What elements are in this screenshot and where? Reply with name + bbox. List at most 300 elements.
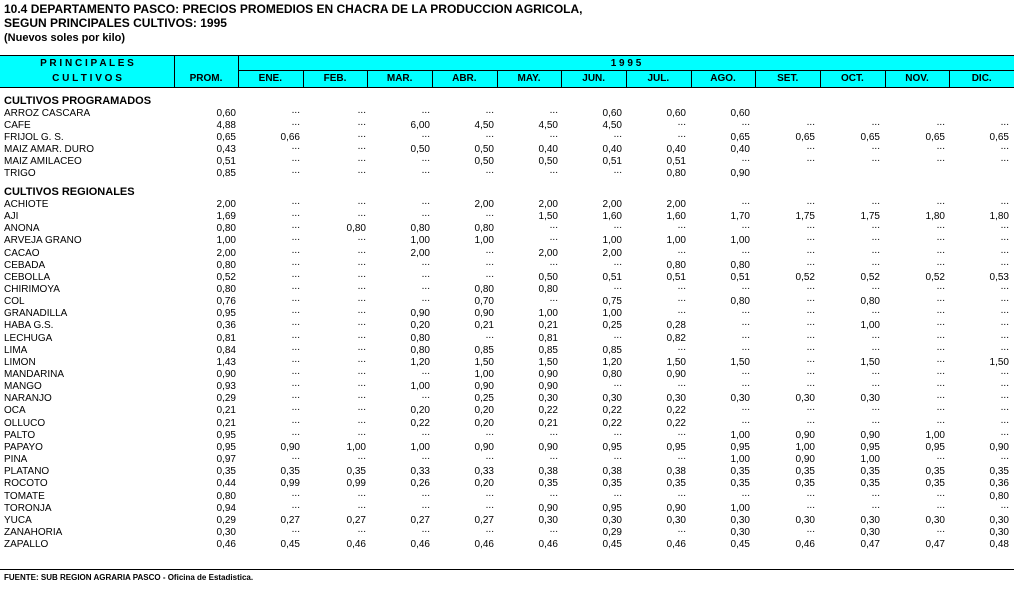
month-value: ... bbox=[741, 414, 750, 426]
source-note: FUENTE: SUB REGION AGRARIA PASCO - Oficina de Estadistica. bbox=[4, 573, 254, 582]
month-value: 0,20 bbox=[410, 320, 430, 332]
prom-value: 0,95 bbox=[216, 441, 236, 453]
month-value: 0,52 bbox=[925, 271, 945, 283]
month-value: ... bbox=[549, 220, 558, 232]
month-value: ... bbox=[357, 426, 366, 438]
prom-value: 0,81 bbox=[216, 332, 236, 344]
month-value: ... bbox=[677, 244, 686, 256]
header-year: 1 9 9 5 bbox=[610, 58, 642, 69]
month-value: ... bbox=[936, 341, 945, 353]
month-value: ... bbox=[806, 140, 815, 152]
header-month: MAR. bbox=[386, 73, 413, 84]
month-value: ... bbox=[871, 140, 880, 152]
month-value: ... bbox=[936, 153, 945, 165]
month-value: 0,65 bbox=[925, 131, 945, 143]
prom-value: 0,94 bbox=[216, 502, 236, 514]
month-value: 0,30 bbox=[666, 514, 686, 526]
header-divider bbox=[561, 70, 562, 87]
month-value: 0,38 bbox=[602, 466, 622, 478]
month-value: ... bbox=[871, 499, 880, 511]
month-value: 0,70 bbox=[474, 296, 494, 308]
month-value: 1,00 bbox=[925, 429, 945, 441]
month-value: 0,85 bbox=[602, 344, 622, 356]
month-value: ... bbox=[677, 341, 686, 353]
prom-value: 2,00 bbox=[216, 198, 236, 210]
month-value: 0,51 bbox=[666, 156, 686, 168]
header-divider bbox=[949, 70, 950, 87]
crop-name: ZAPALLO bbox=[4, 539, 49, 551]
month-value: ... bbox=[421, 268, 430, 280]
month-value: ... bbox=[421, 280, 430, 292]
header-divider bbox=[691, 70, 692, 87]
month-value: ... bbox=[291, 104, 300, 116]
month-value: 1,00 bbox=[860, 454, 880, 466]
month-value: ... bbox=[357, 293, 366, 305]
month-value: 0,22 bbox=[666, 405, 686, 417]
month-value: ... bbox=[357, 305, 366, 317]
month-value: ... bbox=[357, 280, 366, 292]
month-value: ... bbox=[549, 523, 558, 535]
month-value: ... bbox=[549, 256, 558, 268]
prom-value: 0,85 bbox=[216, 168, 236, 180]
month-value: 0,40 bbox=[602, 143, 622, 155]
month-value: 0,40 bbox=[666, 143, 686, 155]
prom-value: 0,95 bbox=[216, 308, 236, 320]
month-value: 0,28 bbox=[666, 320, 686, 332]
month-value: 0,22 bbox=[410, 417, 430, 429]
month-value: 0,21 bbox=[538, 417, 558, 429]
month-value: ... bbox=[871, 366, 880, 377]
table-row bbox=[0, 165, 1014, 180]
month-value: ... bbox=[613, 220, 622, 232]
month-value: ... bbox=[291, 390, 300, 402]
month-value: 0,46 bbox=[410, 539, 430, 551]
header-month: OCT. bbox=[840, 73, 864, 84]
month-value: 1,00 bbox=[474, 369, 494, 380]
month-value: ... bbox=[677, 116, 686, 128]
month-value: 0,46 bbox=[666, 539, 686, 551]
prom-value: 1,43 bbox=[216, 356, 236, 368]
crop-name: COL bbox=[4, 296, 25, 308]
crop-name: CHIRIMOYA bbox=[4, 283, 60, 295]
month-value: 0,22 bbox=[538, 405, 558, 417]
month-value: ... bbox=[357, 402, 366, 414]
prom-value: 0,97 bbox=[216, 454, 236, 466]
month-value: 0,51 bbox=[602, 156, 622, 168]
prom-value: 4,88 bbox=[216, 119, 236, 131]
month-value: ... bbox=[936, 390, 945, 402]
crop-name: FRIJOL G. S. bbox=[4, 131, 64, 143]
month-value: ... bbox=[357, 104, 366, 116]
month-value: ... bbox=[291, 426, 300, 438]
month-value: ... bbox=[1000, 232, 1009, 244]
month-value: ... bbox=[871, 153, 880, 165]
month-value: 0,90 bbox=[474, 441, 494, 453]
month-value: ... bbox=[291, 165, 300, 177]
month-value: ... bbox=[291, 208, 300, 220]
month-value: ... bbox=[485, 268, 494, 280]
month-value: 0,35 bbox=[925, 478, 945, 490]
month-value: ... bbox=[421, 390, 430, 402]
month-value: 0,20 bbox=[474, 405, 494, 417]
month-value: ... bbox=[936, 256, 945, 268]
crop-name: CEBADA bbox=[4, 259, 46, 271]
header-divider bbox=[367, 70, 368, 87]
month-value: ... bbox=[677, 280, 686, 292]
table-row bbox=[0, 466, 1014, 478]
month-value: ... bbox=[936, 451, 945, 463]
header-divider bbox=[885, 70, 886, 87]
month-value: ... bbox=[936, 329, 945, 341]
month-value: 0,60 bbox=[730, 107, 750, 119]
crop-name: PAPAYO bbox=[4, 441, 43, 453]
crop-name: ARROZ CASCARA bbox=[4, 107, 91, 119]
header-divider bbox=[497, 70, 498, 87]
month-value: ... bbox=[677, 426, 686, 438]
prom-value: 0,44 bbox=[216, 478, 236, 490]
table-row bbox=[0, 539, 1014, 551]
section-title: CULTIVOS PROGRAMADOS bbox=[4, 95, 152, 107]
prom-value: 0,35 bbox=[216, 466, 236, 478]
month-value: ... bbox=[936, 280, 945, 292]
month-value: ... bbox=[871, 232, 880, 244]
month-value: 0,30 bbox=[538, 514, 558, 526]
month-value: ... bbox=[677, 220, 686, 232]
month-value: ... bbox=[357, 317, 366, 329]
month-value: ... bbox=[485, 104, 494, 116]
month-value: ... bbox=[1000, 390, 1009, 402]
month-value: 0,40 bbox=[538, 143, 558, 155]
month-value: ... bbox=[291, 280, 300, 292]
month-value: 1,75 bbox=[860, 211, 880, 223]
month-value: ... bbox=[871, 220, 880, 232]
month-value: 1,00 bbox=[410, 381, 430, 393]
month-value: 0,22 bbox=[602, 405, 622, 417]
month-value: 0,90 bbox=[795, 454, 815, 466]
table-row bbox=[0, 378, 1014, 393]
month-value: 1,50 bbox=[474, 356, 494, 368]
month-value: ... bbox=[677, 378, 686, 390]
month-value: ... bbox=[421, 165, 430, 177]
month-value: 1,00 bbox=[860, 320, 880, 332]
month-value: 0,27 bbox=[410, 514, 430, 526]
month-value: ... bbox=[291, 220, 300, 232]
month-value: 0,51 bbox=[666, 271, 686, 283]
month-value: ... bbox=[806, 329, 815, 341]
month-value: ... bbox=[677, 293, 686, 305]
header-month: ENE. bbox=[258, 73, 282, 84]
month-value: ... bbox=[549, 487, 558, 499]
crop-name: MANDARINA bbox=[4, 369, 65, 380]
month-value: 1,00 bbox=[730, 429, 750, 441]
prom-value: 1,00 bbox=[216, 235, 236, 247]
month-value: 1,50 bbox=[538, 211, 558, 223]
month-value: ... bbox=[549, 426, 558, 438]
month-value: ... bbox=[421, 487, 430, 499]
month-value: 0,85 bbox=[538, 344, 558, 356]
month-value: ... bbox=[357, 366, 366, 377]
month-value: ... bbox=[357, 195, 366, 207]
month-value: 0,95 bbox=[602, 502, 622, 514]
month-value: 0,30 bbox=[602, 514, 622, 526]
month-value: 0,95 bbox=[730, 441, 750, 453]
prom-value: 0,65 bbox=[216, 131, 236, 143]
month-value: 0,30 bbox=[860, 514, 880, 526]
month-value: 0,90 bbox=[730, 168, 750, 180]
month-value: ... bbox=[1000, 341, 1009, 353]
month-value: ... bbox=[806, 244, 815, 256]
crop-name: CEBOLLA bbox=[4, 271, 51, 283]
month-value: 1,00 bbox=[730, 235, 750, 247]
month-value: ... bbox=[871, 487, 880, 499]
month-value: 0,46 bbox=[538, 539, 558, 551]
month-value: ... bbox=[1000, 402, 1009, 414]
prom-value: 0,52 bbox=[216, 271, 236, 283]
month-value: 0,46 bbox=[346, 539, 366, 551]
month-value: 0,48 bbox=[989, 539, 1009, 551]
month-value: ... bbox=[357, 378, 366, 390]
table-row bbox=[0, 499, 1014, 515]
crop-name: ARVEJA GRANO bbox=[4, 235, 82, 247]
month-value: 1,50 bbox=[666, 356, 686, 368]
header-month: DIC. bbox=[971, 73, 992, 84]
month-value: 0,80 bbox=[989, 490, 1009, 502]
month-value: ... bbox=[357, 341, 366, 353]
month-value: ... bbox=[806, 487, 815, 499]
month-value: 1,50 bbox=[860, 356, 880, 368]
month-value: ... bbox=[1000, 220, 1009, 232]
crop-name: TRIGO bbox=[4, 168, 36, 180]
month-value: 0,35 bbox=[795, 466, 815, 478]
units-note: (Nuevos soles por kilo) bbox=[4, 32, 126, 44]
month-value: ... bbox=[741, 317, 750, 329]
month-value: 0,60 bbox=[666, 107, 686, 119]
month-value: ... bbox=[291, 195, 300, 207]
month-value: 0,51 bbox=[602, 271, 622, 283]
month-value: 0,35 bbox=[602, 478, 622, 490]
month-value: ... bbox=[936, 499, 945, 511]
crop-name: OLLUCO bbox=[4, 417, 46, 429]
month-value: ... bbox=[741, 153, 750, 165]
month-value: ... bbox=[421, 128, 430, 140]
month-value: 0,80 bbox=[730, 259, 750, 271]
month-value: ... bbox=[357, 140, 366, 152]
month-value: 1,00 bbox=[538, 308, 558, 320]
header-divider bbox=[755, 70, 756, 87]
header-month: ABR. bbox=[452, 73, 477, 84]
month-value: 1,00 bbox=[410, 441, 430, 453]
month-value: ... bbox=[291, 317, 300, 329]
month-value: 0,33 bbox=[474, 466, 494, 478]
month-value: ... bbox=[357, 414, 366, 426]
month-value: ... bbox=[291, 487, 300, 499]
month-value: ... bbox=[485, 499, 494, 511]
month-value: ... bbox=[485, 128, 494, 140]
month-value: 0,29 bbox=[602, 526, 622, 538]
month-value: 0,21 bbox=[474, 320, 494, 332]
month-value: 0,90 bbox=[989, 441, 1009, 453]
month-value: ... bbox=[741, 220, 750, 232]
prom-value: 0,21 bbox=[216, 405, 236, 417]
month-value: 1,00 bbox=[410, 235, 430, 247]
month-value: 0,66 bbox=[280, 131, 300, 143]
month-value: 0,50 bbox=[474, 156, 494, 168]
month-value: ... bbox=[613, 426, 622, 438]
month-value: ... bbox=[549, 128, 558, 140]
month-value: 2,00 bbox=[602, 247, 622, 259]
month-value: ... bbox=[485, 244, 494, 256]
header-month: FEB. bbox=[323, 73, 347, 84]
month-value: 4,50 bbox=[602, 119, 622, 131]
month-value: ... bbox=[421, 499, 430, 511]
month-value: ... bbox=[806, 378, 815, 390]
month-value: 0,30 bbox=[989, 514, 1009, 526]
month-value: ... bbox=[485, 165, 494, 177]
month-value: ... bbox=[291, 116, 300, 128]
month-value: ... bbox=[357, 232, 366, 244]
month-value: ... bbox=[806, 341, 815, 353]
month-value: 0,95 bbox=[666, 441, 686, 453]
month-value: 0,65 bbox=[860, 131, 880, 143]
month-value: ... bbox=[677, 487, 686, 499]
month-value: 0,50 bbox=[538, 156, 558, 168]
month-value: ... bbox=[357, 165, 366, 177]
crop-name: LIMA bbox=[4, 344, 28, 356]
month-value: ... bbox=[871, 256, 880, 268]
month-value: 0,33 bbox=[410, 466, 430, 478]
month-value: ... bbox=[357, 451, 366, 463]
crop-name: PALTO bbox=[4, 429, 36, 441]
month-value: 1,20 bbox=[602, 356, 622, 368]
month-value: 0,80 bbox=[602, 369, 622, 380]
month-value: 0,20 bbox=[410, 405, 430, 417]
month-value: 0,25 bbox=[602, 320, 622, 332]
month-value: ... bbox=[677, 451, 686, 463]
month-value: ... bbox=[613, 378, 622, 390]
section-title: CULTIVOS REGIONALES bbox=[4, 186, 135, 199]
header-month: JUN. bbox=[582, 73, 606, 84]
month-value: ... bbox=[421, 208, 430, 220]
crop-name: OCA bbox=[4, 405, 26, 417]
month-value: ... bbox=[1000, 329, 1009, 341]
prom-value: 0,29 bbox=[216, 514, 236, 526]
month-value: ... bbox=[357, 244, 366, 256]
month-value: 0,21 bbox=[538, 320, 558, 332]
month-value: ... bbox=[871, 280, 880, 292]
crop-name: TORONJA bbox=[4, 502, 52, 514]
month-value: 1,50 bbox=[989, 356, 1009, 368]
month-value: 0,35 bbox=[925, 466, 945, 478]
month-value: ... bbox=[936, 232, 945, 244]
month-value: ... bbox=[613, 487, 622, 499]
crop-name: ACHIOTE bbox=[4, 198, 49, 210]
month-value: 0,50 bbox=[410, 143, 430, 155]
month-value: 0,25 bbox=[474, 393, 494, 405]
month-value: ... bbox=[421, 426, 430, 438]
month-value: 0,30 bbox=[730, 393, 750, 405]
month-value: ... bbox=[1000, 305, 1009, 317]
month-value: ... bbox=[1000, 256, 1009, 268]
month-value: ... bbox=[936, 305, 945, 317]
month-value: ... bbox=[485, 256, 494, 268]
month-value: 0,27 bbox=[280, 514, 300, 526]
month-value: ... bbox=[871, 116, 880, 128]
month-value: 0,46 bbox=[795, 539, 815, 551]
month-value: ... bbox=[549, 293, 558, 305]
table-row bbox=[0, 426, 1014, 442]
month-value: ... bbox=[357, 128, 366, 140]
prom-value: 0,29 bbox=[216, 393, 236, 405]
month-value: ... bbox=[291, 305, 300, 317]
month-value: 0,35 bbox=[280, 466, 300, 478]
month-value: ... bbox=[1000, 116, 1009, 128]
month-value: ... bbox=[1000, 140, 1009, 152]
table-row bbox=[0, 341, 1014, 357]
month-value: ... bbox=[613, 128, 622, 140]
crop-name: CAFE bbox=[4, 119, 31, 131]
month-value: ... bbox=[806, 256, 815, 268]
month-value: 0,20 bbox=[474, 478, 494, 490]
month-value: 0,35 bbox=[730, 478, 750, 490]
month-value: 0,30 bbox=[860, 393, 880, 405]
month-value: ... bbox=[806, 353, 815, 365]
month-value: 4,50 bbox=[538, 119, 558, 131]
table-row bbox=[0, 256, 1014, 272]
month-value: 0,35 bbox=[860, 466, 880, 478]
crop-name: ZANAHORIA bbox=[4, 526, 63, 538]
month-value: ... bbox=[741, 305, 750, 317]
month-value: 0,27 bbox=[474, 514, 494, 526]
month-value: ... bbox=[485, 426, 494, 438]
month-value: 0,30 bbox=[795, 393, 815, 405]
prom-value: 0,80 bbox=[216, 259, 236, 271]
table-row bbox=[0, 451, 1014, 466]
month-value: ... bbox=[806, 153, 815, 165]
prom-value: 1,69 bbox=[216, 211, 236, 223]
month-value: ... bbox=[291, 378, 300, 390]
month-value: 0,50 bbox=[538, 271, 558, 283]
month-value: 0,80 bbox=[410, 332, 430, 344]
month-value: ... bbox=[1000, 366, 1009, 377]
crop-name: HABA G.S. bbox=[4, 320, 54, 332]
month-value: 0,90 bbox=[666, 502, 686, 514]
month-value: 0,90 bbox=[538, 441, 558, 453]
table-header bbox=[0, 55, 1014, 88]
month-value: ... bbox=[871, 305, 880, 317]
month-value: 0,38 bbox=[538, 466, 558, 478]
month-value: ... bbox=[871, 378, 880, 390]
month-value: ... bbox=[291, 353, 300, 365]
month-value: 0,53 bbox=[989, 271, 1009, 283]
month-value: ... bbox=[613, 451, 622, 463]
header-divider bbox=[626, 70, 627, 87]
crop-name: MAIZ AMAR. DURO bbox=[4, 143, 95, 155]
month-value: 1,50 bbox=[538, 356, 558, 368]
month-value: ... bbox=[741, 116, 750, 128]
month-value: 4,50 bbox=[474, 119, 494, 131]
month-value: 0,50 bbox=[474, 143, 494, 155]
month-value: ... bbox=[357, 268, 366, 280]
month-value: ... bbox=[613, 280, 622, 292]
month-value: 0,82 bbox=[666, 332, 686, 344]
month-value: 0,51 bbox=[730, 271, 750, 283]
month-value: ... bbox=[806, 366, 815, 377]
month-value: ... bbox=[613, 329, 622, 341]
month-value: 0,65 bbox=[795, 131, 815, 143]
month-value: 0,90 bbox=[795, 429, 815, 441]
month-value: ... bbox=[871, 414, 880, 426]
month-value: ... bbox=[357, 487, 366, 499]
